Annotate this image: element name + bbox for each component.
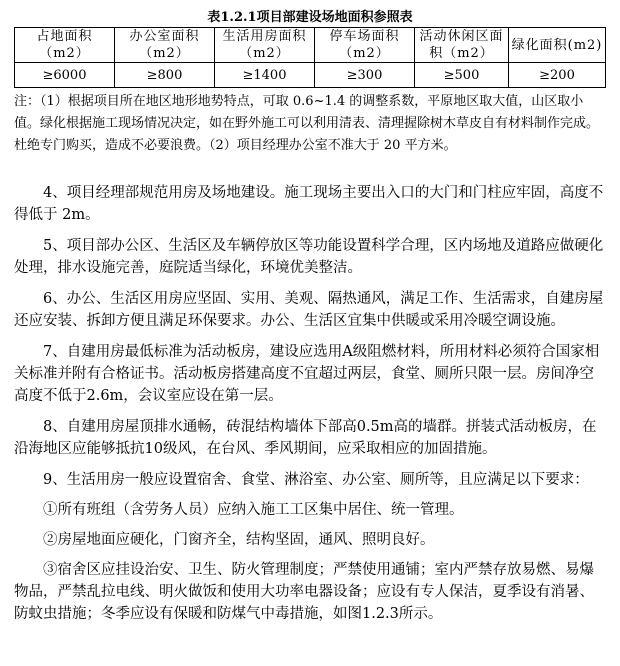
paragraph-8: 8、自建用房屋顶排水通畅，砖混结构墙体下部高0.5m高的墙群。拼装式活动板房，在沿海地区应能够抵抗10级风，在台风、季风期间，应采取相应的加固措施。 — [14, 419, 597, 457]
table-header-row — [15, 28, 606, 63]
paragraph-7: 7、自建用房最低标准为活动板房，建设应选用A级阻燃材料，所用材料必须符合国家相关标准并附有合格证书。活动板房搭建高度不宜超过两层，食堂、厕所只限一层。房间净空高度不低于2.6m，会议室应设在第一层。 — [14, 344, 600, 404]
header-cell: 生活用房面积（m2） — [215, 28, 315, 63]
area-reference-table — [14, 27, 606, 88]
value-cell: ≥1400 — [215, 63, 315, 88]
paragraph-5: 5、项目部办公区、生活区及车辆停放区等功能设置科学合理，区内场地及道路应做硬化处理，排水设施完善，庭院适当绿化，环境优美整洁。 — [14, 238, 604, 276]
body-text — [14, 182, 606, 634]
table-value-row — [15, 63, 606, 88]
note-line: 杜绝专门购买，造成不必要浪费。（2）项目经理办公室不准大于 20 平方米。 — [14, 138, 457, 153]
paragraph-4: 4、项目经理部规范用房及场地建设。施工现场主要出入口的大门和门柱应牢固，高度不得低于 2m。 — [14, 185, 604, 223]
header-cell: 停车场面积（m2） — [315, 28, 415, 63]
header-cell: 绿化面积(m2) — [509, 28, 606, 63]
paragraph-9: 9、生活用房一般应设置宿舍、食堂、淋浴室、办公室、厕所等，且应满足以下要求： — [43, 472, 589, 488]
list-item-3: ③宿舍区应挂设治安、卫生、防火管理制度；严禁使用通铺；室内严禁存放易燃、易爆物品，严禁乱拉电线、明火做饭和使用大功率电器设备；应设有专人保洁，夏季设有消暑、防蚊虫措施；冬季应设有保暖和防煤气中毒措施，如图1.2.3所示。 — [14, 562, 594, 622]
paragraph-6: 6、办公、生活区用房应坚固、实用、美观、隔热通风，满足工作、生活需求，自建房屋还应安装、拆卸方便且满足环保要求。办公、生活区宜集中供暖或采用冷暖空调设施。 — [14, 291, 604, 329]
value-cell: ≥200 — [509, 63, 606, 88]
value-cell: ≥500 — [415, 63, 509, 88]
header-cell: 办公室面积（m2） — [115, 28, 215, 63]
table-title: 表1.2.1项目部建设场地面积参照表 — [207, 10, 413, 25]
value-cell: ≥800 — [115, 63, 215, 88]
header-cell: 活动休闲区面积（m2） — [415, 28, 509, 63]
list-item-2: ②房屋地面应硬化，门窗齐全，结构坚固，通风、照明良好。 — [43, 532, 435, 548]
value-cell: ≥300 — [315, 63, 415, 88]
header-cell: 占地面积（m2） — [15, 28, 115, 63]
value-cell: ≥6000 — [15, 63, 115, 88]
list-item-1: ①所有班组（含劳务人员）应纳入施工工区集中居住、统一管理。 — [43, 502, 464, 518]
note-line: 值。绿化根据施工现场情况决定，如在野外施工可以利用清表、清理握除树木草皮自有材料制作完成。 — [14, 116, 600, 131]
table-note — [14, 91, 606, 157]
note-line: 注：（1）根据项目所在地区地形地势特点，可取 0.6~1.4 的调整系数，平原地区取大值，山区取小 — [14, 94, 584, 109]
